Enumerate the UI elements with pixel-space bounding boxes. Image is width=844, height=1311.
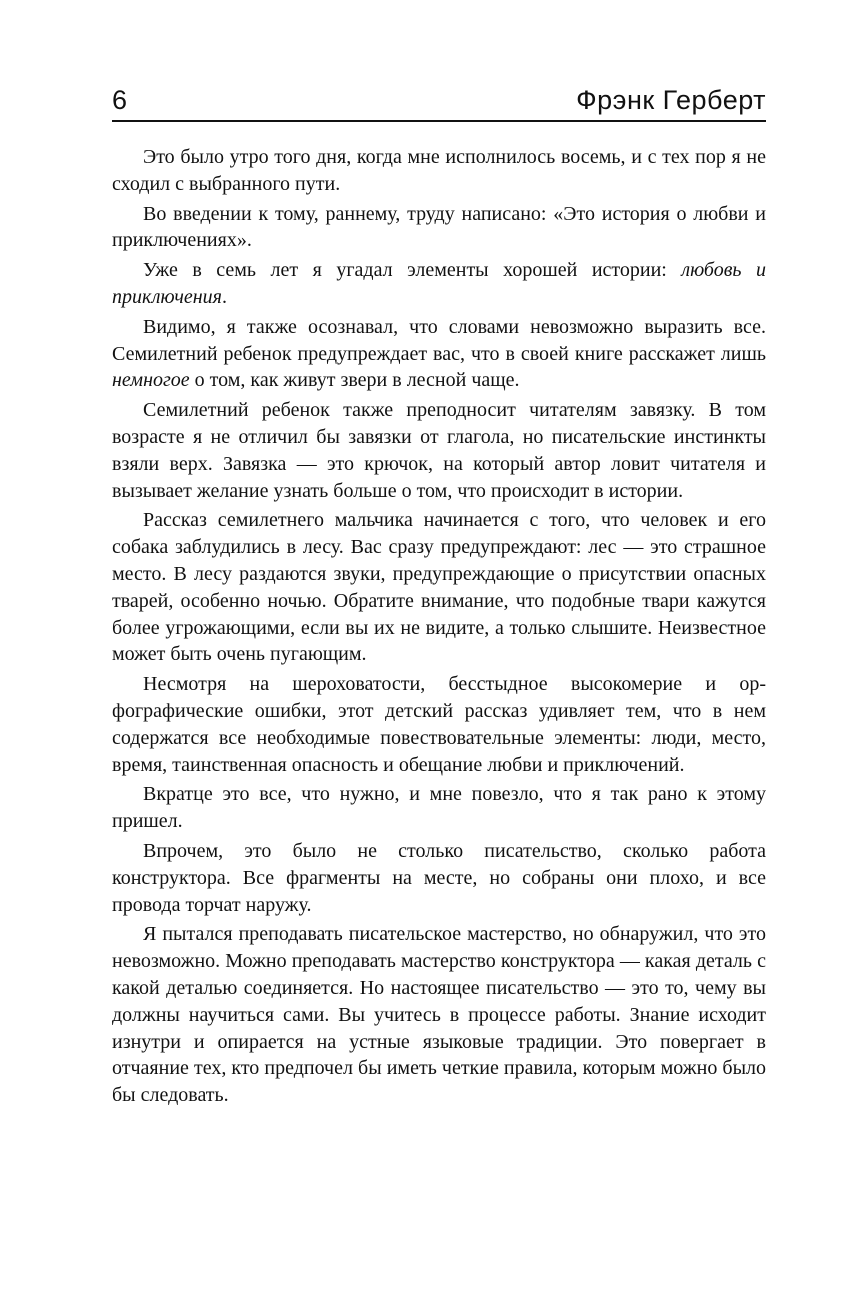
text-run: Во введении к тому, раннему, труду написано: «Это история о любви и приключениях». bbox=[112, 202, 766, 252]
text-run: . bbox=[221, 285, 227, 308]
text-run: Несмотря на шероховатости, бесстыдное высокомерие и орфографические ошибки, этот детский рассказ удивляет тем, что в нем содержатся все необходимые повествовательные элементы: люди, место, время, таинственная опасность и обещание любви и приключений. bbox=[112, 673, 766, 776]
text-run: Я пытался преподавать писательское мастерство, но обнаружил, что это невозможно. Можно преподавать мастерство конструктора — какая деталь с какой деталью соединяется. Но настоящее писательство — это то, чему вы должны научиться сами. Вы учитесь в процессе работы. Знание исходит изнутри и опирается на устные языковые традиции. Это повергает в отчаяние тех, кто предпочел бы иметь четкие правила, которым можно было бы следовать. bbox=[112, 923, 766, 1107]
text-run: Семилетний ребенок также преподносит читателям завязку. В том возрасте я не отличил бы завязки от глагола, но писательские инстинкты взяли верх. Завязка — это крючок, на который автор ловит читателя и вызывает желание узнать больше о том, что происходит в истории. bbox=[112, 399, 766, 502]
paragraph bbox=[112, 507, 766, 668]
body-text bbox=[112, 144, 766, 1112]
text-run: Рассказ семилетнего мальчика начинается с того, что человек и его собака заблудились в лесу. Вас сразу предупреждают: лес — это страшное место. В лесу раздаются звуки, предупреждающие о присутствии опасных тварей, особенно ночью. Обратите внимание, что подобные твари кажутся более угрожающими, если вы их не видите, а только слышите. Неизвестное может быть очень пугающим. bbox=[112, 509, 766, 666]
text-run: Это было утро того дня, когда мне исполнилось восемь, и с тех пор я не сходил с выбранного пути. bbox=[112, 146, 766, 195]
paragraph bbox=[112, 397, 766, 504]
paragraph bbox=[112, 257, 766, 311]
paragraph bbox=[112, 671, 766, 778]
paragraph bbox=[112, 921, 766, 1109]
paragraph bbox=[112, 838, 766, 918]
paragraph bbox=[112, 144, 766, 198]
text-run: Вкратце это все, что нужно, и мне повезло, что я так рано к этому пришел. bbox=[112, 783, 766, 833]
text-run: Уже в семь лет я угадал элементы хорошей истории: bbox=[143, 259, 682, 282]
running-head bbox=[112, 84, 766, 122]
paragraph bbox=[112, 314, 766, 394]
italic-text: любовь и приключения bbox=[112, 259, 766, 308]
text-run: Впрочем, это было не столько писательство, сколько работа конструктора. Все фрагменты на месте, но собраны они плохо, и все провода торчат наружу. bbox=[112, 839, 766, 916]
text-run: о том, как живут звери в лесной чаще. bbox=[189, 369, 520, 392]
paragraph bbox=[112, 201, 766, 255]
page-number: 6 bbox=[112, 85, 128, 115]
paragraph bbox=[112, 781, 766, 835]
italic-text: немногое bbox=[112, 369, 190, 392]
text-run: Видимо, я также осознавал, что словами невозможно выразить все. Семилетний ребенок предупреждает вас, что в своей книге расскажет лишь bbox=[112, 315, 766, 365]
running-head-author: Фрэнк Герберт bbox=[576, 85, 766, 115]
